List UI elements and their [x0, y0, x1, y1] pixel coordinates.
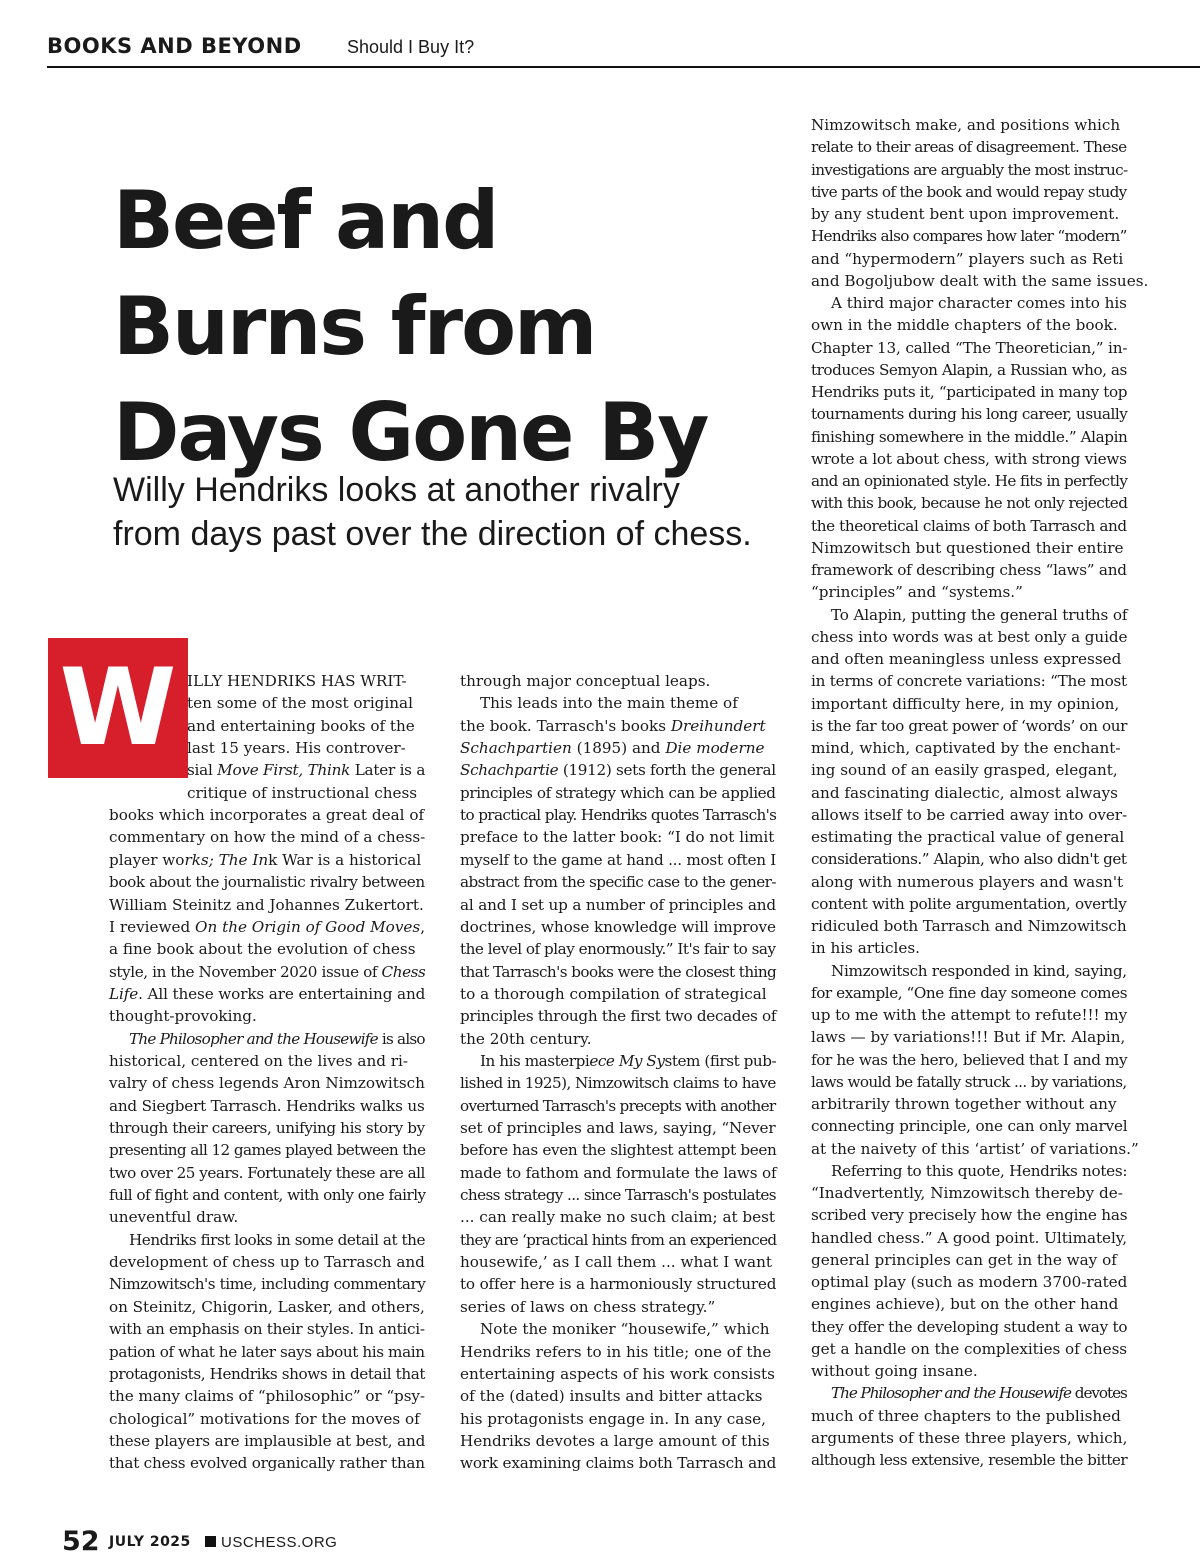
body-line: optimal play (such as modern 3700-rated: [811, 1273, 1128, 1291]
body-line: connecting principle, one can only marvel: [811, 1117, 1128, 1135]
body-line: with this book, because he not only rejected: [811, 494, 1128, 512]
body-line: to offer here is a harmoniously structured: [460, 1275, 777, 1293]
body-line: the theoretical claims of both Tarrasch and: [811, 517, 1127, 535]
body-line: scribed very precisely how the engine has: [811, 1206, 1128, 1224]
body-line: general principles can get in the way of: [811, 1251, 1117, 1269]
body-line: finishing somewhere in the middle.” Alapin: [811, 428, 1128, 446]
body-line: abstract from the specific case to the gener-: [460, 873, 776, 891]
body-line: in terms of concrete variations: “The most: [811, 672, 1127, 690]
body-line: pation of what he later says about his main: [109, 1343, 425, 1361]
body-line: “Inadvertently, Nimzowitsch thereby de-: [811, 1184, 1123, 1202]
body-line: engines achieve), but on the other hand: [811, 1295, 1119, 1313]
body-line: laws would be fatally struck ... by variations,: [811, 1073, 1127, 1091]
body-line: To Alapin, putting the general truths of: [831, 606, 1128, 624]
body-line: and often meaningless unless expressed: [811, 650, 1122, 668]
body-line: lished in 1925), Nimzowitsch claims to have: [460, 1074, 776, 1092]
body-line: historical, centered on the lives and ri-: [109, 1052, 409, 1070]
body-line: and entertaining books of the: [187, 717, 415, 735]
body-line: through their careers, unifying his story by: [109, 1119, 425, 1137]
body-line: last 15 years. His controver-: [187, 739, 406, 757]
body-line: in his articles.: [811, 939, 920, 957]
body-line: Life. All these works are entertaining and: [109, 985, 426, 1003]
body-line: wrote a lot about chess, with strong views: [811, 450, 1127, 468]
section-name: BOOKS AND BEYOND: [47, 34, 302, 58]
body-line: at the naivety of this ‘artist’ of variations.”: [811, 1140, 1139, 1158]
body-line: own in the middle chapters of the book.: [811, 316, 1118, 334]
body-line: Hendriks puts it, “participated in many top: [811, 383, 1128, 401]
subtitle-line: from days past over the direction of chess.: [113, 515, 752, 553]
body-line: for example, “One fine day someone comes: [811, 984, 1128, 1002]
body-line: In his masterpiece My System (first pub-: [480, 1052, 777, 1070]
body-line: Nimzowitsch's time, including commentary: [109, 1275, 426, 1293]
drop-cap: W: [48, 638, 188, 778]
body-line: that chess evolved organically rather than: [109, 1454, 425, 1472]
body-line: doctrines, whose knowledge will improve: [460, 918, 776, 936]
body-line: without going insane.: [811, 1362, 978, 1380]
body-line: Hendriks first looks in some detail at the: [129, 1231, 425, 1249]
body-line: relate to their areas of disagreement. These: [811, 138, 1127, 156]
body-line: that Tarrasch's books were the closest thing: [460, 963, 777, 981]
body-column-1: [109, 0, 425, 1564]
body-line: troduces Semyon Alapin, a Russian who, as: [811, 361, 1127, 379]
body-line: ing sound of an easily grasped, elegant,: [811, 761, 1118, 779]
title-line: Beef and: [113, 174, 498, 267]
body-line: full of fight and content, with only one fairly: [109, 1186, 426, 1204]
body-line: ... can really make no such claim; at best: [460, 1208, 776, 1226]
body-line: his protagonists engage in. In any case,: [460, 1410, 766, 1428]
subtitle-line: Willy Hendriks looks at another rivalry: [113, 471, 680, 509]
body-line: although less extensive, resemble the bitter: [811, 1451, 1128, 1469]
page-number: 52: [62, 1526, 100, 1557]
body-line: handled chess.” A good point. Ultimately,: [811, 1229, 1128, 1247]
body-line: entertaining aspects of his work consists: [460, 1365, 775, 1383]
body-line: Nimzowitsch make, and positions which: [811, 116, 1121, 134]
body-line: chess strategy ... since Tarrasch's postulates: [460, 1186, 776, 1204]
body-line: ridiculed both Tarrasch and Nimzowitsch: [811, 917, 1127, 935]
body-line: A third major character comes into his: [831, 294, 1127, 312]
body-line: preface to the latter book: “I do not limit: [460, 828, 775, 846]
body-line: mind, which, captivated by the enchant-: [811, 739, 1121, 757]
body-line: housewife,’ as I call them ... what I want: [460, 1253, 772, 1271]
body-line: book about the journalistic rivalry between: [109, 873, 425, 891]
body-line: get a handle on the complexities of chess: [811, 1340, 1128, 1358]
body-column-2: [460, 0, 776, 1564]
section-subtitle: Should I Buy It?: [347, 37, 475, 57]
body-line: chological” motivations for the moves of: [109, 1410, 420, 1428]
body-line: these players are implausible at best, and: [109, 1432, 426, 1450]
body-line: arguments of these three players, which,: [811, 1429, 1128, 1447]
body-line: by any student bent upon improvement.: [811, 205, 1120, 223]
body-line: valry of chess legends Aron Nimzowitsch: [109, 1074, 425, 1092]
body-line: of the (dated) insults and bitter attacks: [460, 1387, 763, 1405]
body-line: and Siegbert Tarrasch. Hendriks walks us: [109, 1097, 425, 1115]
body-line: Schachpartie (1912) sets forth the general: [460, 761, 776, 779]
body-line: and “hypermodern” players such as Reti: [811, 250, 1124, 268]
body-line: development of chess up to Tarrasch and: [109, 1253, 425, 1271]
body-line: and an opinionated style. He fits in perfectly: [811, 472, 1128, 490]
body-line: ten some of the most original: [187, 694, 413, 712]
page-footer: [62, 1524, 562, 1564]
body-line: Hendriks refers to in his title; one of the: [460, 1343, 772, 1361]
body-line: books which incorporates a great deal of: [109, 806, 425, 824]
body-line: Nimzowitsch but questioned their entire: [811, 539, 1124, 557]
title-line: Days Gone By: [113, 386, 708, 479]
body-line: work examining claims both Tarrasch and: [460, 1454, 777, 1472]
body-line: ILLY HENDRIKS HAS WRIT-: [187, 672, 407, 690]
body-line: Hendriks also compares how later “modern”: [811, 227, 1127, 245]
body-line: Note the moniker “housewife,” which: [480, 1320, 770, 1338]
issue-date: JULY 2025: [109, 1534, 191, 1550]
body-line: the level of play enormously.” It's fair to say: [460, 940, 776, 958]
body-line: a fine book about the evolution of chess: [109, 940, 416, 958]
body-line: two over 25 years. Fortunately these are all: [109, 1164, 425, 1182]
body-line: tive parts of the book and would repay study: [811, 183, 1127, 201]
body-line: Referring to this quote, Hendriks notes:: [831, 1162, 1128, 1180]
body-line: overturned Tarrasch's precepts with another: [460, 1097, 776, 1115]
body-line: they are ‘practical hints from an experienced: [460, 1231, 777, 1249]
body-line: important difficulty here, in my opinion,: [811, 695, 1120, 713]
body-line: series of laws on chess strategy.”: [460, 1298, 716, 1316]
title-line: Burns from: [113, 280, 596, 373]
body-line: considerations.” Alapin, who also didn't get: [811, 850, 1127, 868]
body-line: sial Move First, Think Later is a: [187, 761, 426, 779]
body-line: framework of describing chess “laws” and: [811, 561, 1127, 579]
body-line: the 20th century.: [460, 1030, 592, 1048]
body-line: myself to the game at hand ... most often I: [460, 851, 777, 869]
separator-square-icon: [205, 1536, 216, 1547]
body-line: allows itself to be carried away into over-: [811, 806, 1128, 824]
body-line: to practical play. Hendriks quotes Tarrasch's: [460, 806, 777, 824]
body-line: made to fathom and formulate the laws of: [460, 1164, 777, 1182]
body-line: This leads into the main theme of: [480, 694, 738, 712]
body-line: Schachpartien (1895) and Die moderne: [460, 739, 765, 757]
body-line: and fascinating dialectic, almost always: [811, 784, 1118, 802]
body-line: content with polite argumentation, overtly: [811, 895, 1127, 913]
body-line: on Steinitz, Chigorin, Lasker, and others,: [109, 1298, 425, 1316]
body-line: estimating the practical value of general: [811, 828, 1125, 846]
body-line: to a thorough compilation of strategical: [460, 985, 767, 1003]
body-column-3: [811, 0, 1149, 1564]
body-line: protagonists, Hendriks shows in detail that: [109, 1365, 426, 1383]
body-line: they offer the developing student a way to: [811, 1318, 1128, 1336]
body-line: al and I set up a number of principles and: [460, 896, 776, 914]
body-line: and Bogoljubow dealt with the same issues.: [811, 272, 1149, 290]
body-line: through major conceptual leaps.: [460, 672, 711, 690]
body-line: William Steinitz and Johannes Zukertort.: [109, 896, 424, 914]
body-line: set of principles and laws, saying, “Never: [460, 1119, 776, 1137]
body-line: arbitrarily thrown together without any: [811, 1095, 1117, 1113]
body-line: laws — by variations!!! But if Mr. Alapin,: [811, 1028, 1126, 1046]
body-line: principles through the first two decades of: [460, 1007, 777, 1025]
body-line: up to me with the attempt to refute!!! my: [811, 1006, 1128, 1024]
body-line: chess into words was at best only a guide: [811, 628, 1128, 646]
body-line: the many claims of “philosophic” or “psy-: [109, 1387, 425, 1405]
body-line: thought-provoking.: [109, 1007, 257, 1025]
body-line: player works; The Ink War is a historical: [109, 851, 422, 869]
body-line: The Philosopher and the Housewife devotes: [831, 1384, 1127, 1402]
body-line: “principles” and “systems.”: [811, 583, 1023, 601]
body-line: uneventful draw.: [109, 1208, 239, 1226]
body-line: Nimzowitsch responded in kind, saying,: [831, 962, 1127, 980]
body-line: critique of instructional chess: [187, 784, 418, 802]
body-line: The Philosopher and the Housewife is also: [129, 1030, 425, 1048]
body-line: is the far too great power of ‘words’ on our: [811, 717, 1127, 735]
body-line: commentary on how the mind of a chess-: [109, 828, 426, 846]
website: USCHESS.ORG: [221, 1534, 338, 1551]
body-line: Chapter 13, called “The Theoretician,” in-: [811, 339, 1128, 357]
body-line: principles of strategy which can be applied: [460, 784, 776, 802]
body-line: presenting all 12 games played between the: [109, 1141, 426, 1159]
body-line: for he was the hero, believed that I and my: [811, 1051, 1128, 1069]
body-line: style, in the November 2020 issue of Chess: [109, 963, 426, 981]
body-line: much of three chapters to the published: [811, 1407, 1121, 1425]
body-line: I reviewed On the Origin of Good Moves,: [109, 918, 426, 936]
body-line: the book. Tarrasch's books Dreihundert: [460, 717, 766, 735]
body-line: before has even the slightest attempt been: [460, 1141, 777, 1159]
body-line: tournaments during his long career, usually: [811, 405, 1128, 423]
body-line: with an emphasis on their styles. In antici-: [109, 1320, 425, 1338]
body-line: Hendriks devotes a large amount of this: [460, 1432, 770, 1450]
body-line: along with numerous players and wasn't: [811, 873, 1124, 891]
body-line: investigations are arguably the most instruc-: [811, 161, 1128, 179]
